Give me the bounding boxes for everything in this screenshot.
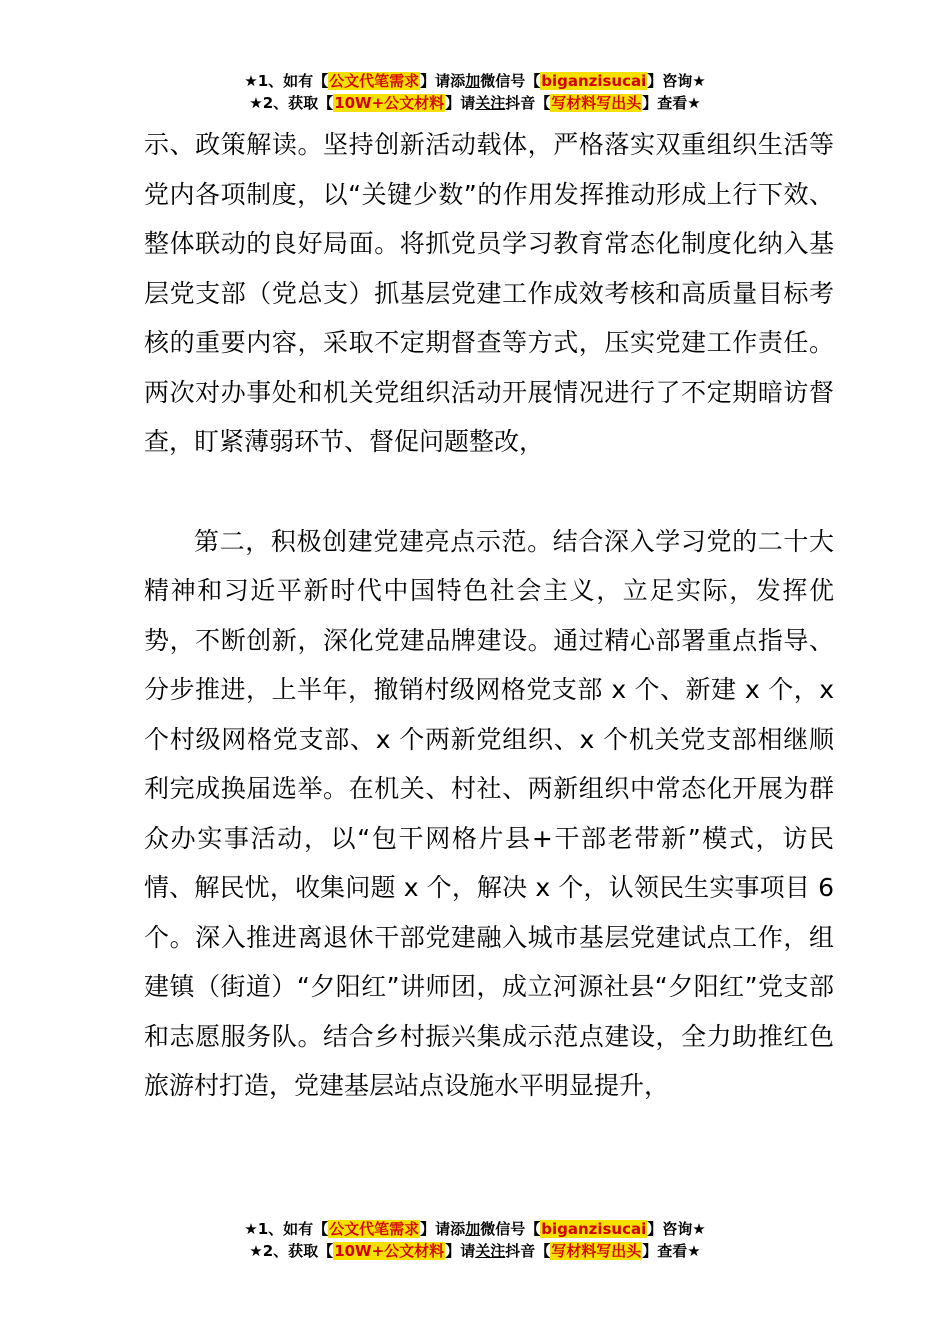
banner-text: 微信号【 xyxy=(480,1220,541,1238)
paragraph-2: 第二，积极创建党建亮点示范。结合深入学习党的二十大精神和习近平新时代中国特色社会主义，立足实际，发挥优势，不断创新，深化党建品牌建设。通过精心部署重点指导、分步推进，上半年，撤销村级网格党支部 x 个、新建 x 个，x 个村级网格党支部、x 个两新党组织、x 个机关党支部相继顺利完成换届选举。在机关、村社、两新组织中常态化开展为群众办实事活动，以“包干网格片县+干部老带新”模式，访民情、解民忧，收集问题 x 个，解决 x 个，认领民生实事项目 6 个。深入推进离退休干部党建融入城市基层党建试点工作，组建镇（街道）“夕阳红”讲师团，成立河源社县“夕阳红”党支部和志愿服务队。结合乡村振兴集成示范点建设，全力助推红色旅游村打造，党建基层站点设施水平明显提升， xyxy=(144,526,834,1100)
header-banner xyxy=(0,70,950,114)
banner-text: 抖音【 xyxy=(505,1242,551,1260)
banner-highlight: biganzisucai xyxy=(541,72,647,90)
banner-highlight: 10W+公文材料 xyxy=(334,1242,445,1260)
banner-line-1 xyxy=(0,1218,950,1240)
banner-line-1 xyxy=(0,70,950,92)
paragraph-1: 示、政策解读。坚持创新活动载体，严格落实双重组织生活等党内各项制度，以“关键少数”的作用发挥推动形成上行下效、整体联动的良好局面。将抓党员学习教育常态化制度化纳入基层党支部（党总支）抓基层党建工作成效考核和高质量目标考核的重要内容，采取不定期督查等方式，压实党建工作责任。两次对办事处和机关党组织活动开展情况进行了不定期暗访督查，盯紧薄弱环节、督促问题整改， xyxy=(144,130,834,456)
banner-highlight: 写材料写出头 xyxy=(551,94,642,112)
banner-text: 】咨询★ xyxy=(647,72,706,90)
banner-highlight: 写材料写出头 xyxy=(551,1242,642,1260)
banner-text: 微信号【 xyxy=(480,72,541,90)
document-body xyxy=(144,120,834,1111)
banner-text: 】咨询★ xyxy=(647,1220,706,1238)
banner-text: ★2、获取【 xyxy=(249,1242,334,1260)
banner-text: 】请 xyxy=(445,94,476,112)
banner-line-2 xyxy=(0,1240,950,1262)
banner-underlined-text: 加 xyxy=(465,72,481,90)
banner-underlined-text: 关注 xyxy=(475,94,506,112)
banner-text: 】请 xyxy=(445,1242,476,1260)
banner-line-2 xyxy=(0,92,950,114)
banner-highlight: 公文代笔需求 xyxy=(329,72,420,90)
banner-text: 抖音【 xyxy=(505,94,551,112)
banner-text: ★1、如有【 xyxy=(244,1220,329,1238)
banner-text: 】查看★ xyxy=(642,94,701,112)
banner-highlight: biganzisucai xyxy=(541,1220,647,1238)
banner-highlight: 公文代笔需求 xyxy=(329,1220,420,1238)
footer-banner xyxy=(0,1218,950,1262)
banner-underlined-text: 关注 xyxy=(475,1242,506,1260)
banner-text: ★2、获取【 xyxy=(249,94,334,112)
banner-text: 】查看★ xyxy=(642,1242,701,1260)
banner-highlight: 10W+公文材料 xyxy=(334,94,445,112)
banner-text: ★1、如有【 xyxy=(244,72,329,90)
banner-text: 】请添 xyxy=(420,1220,466,1238)
paragraph-spacer xyxy=(144,467,834,517)
banner-text: 】请添 xyxy=(420,72,466,90)
banner-underlined-text: 加 xyxy=(465,1220,481,1238)
